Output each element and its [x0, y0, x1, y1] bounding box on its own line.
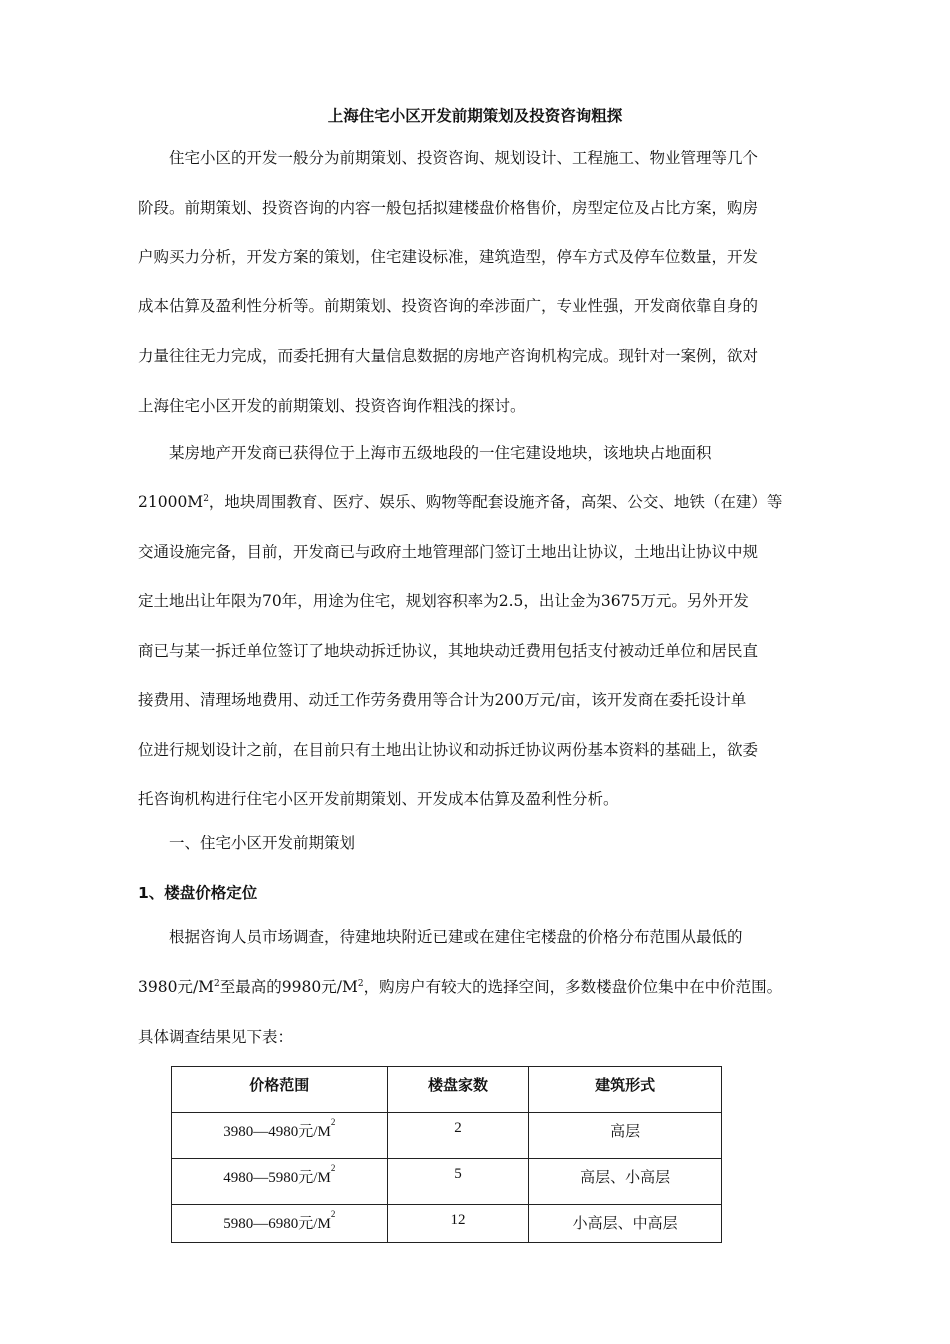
table-cell: 5	[387, 1159, 529, 1205]
column-header: 价格范围	[172, 1067, 388, 1113]
price-survey-table	[171, 1066, 722, 1243]
price-range: 5980—6980元/M	[223, 1216, 331, 1232]
table-row	[172, 1159, 722, 1205]
text-span: 至最高的9980元/M	[219, 978, 358, 996]
subsection-heading: 1、楼盘价格定位	[138, 884, 258, 902]
paragraph-line: 上海住宅小区开发的前期策划、投资咨询作粗浅的探讨。	[138, 397, 526, 415]
table-cell	[172, 1113, 388, 1159]
paragraph-line: 成本估算及盈利性分析等。前期策划、投资咨询的牵涉面广，专业性强，开发商依靠自身的	[138, 297, 759, 315]
table-header-row	[172, 1067, 722, 1113]
paragraph-line: 户购买力分析，开发方案的策划，住宅建设标准，建筑造型，停车方式及停车位数量，开发	[138, 248, 759, 266]
paragraph-line: 具体调查结果见下表：	[138, 1028, 294, 1046]
paragraph-line: 接费用、清理场地费用、动迁工作劳务费用等合计为200万元/亩，该开发商在委托设计单	[138, 691, 747, 709]
column-header: 楼盘家数	[387, 1067, 529, 1113]
table-cell: 高层、小高层	[529, 1159, 722, 1205]
paragraph-line: 定土地出让年限为70年，用途为住宅，规划容积率为2.5，出让金为3675万元。另外开发	[138, 592, 749, 610]
superscript: 2	[214, 979, 220, 989]
paragraph-line: 阶段。前期策划、投资咨询的内容一般包括拟建楼盘价格售价，房型定位及占比方案，购房	[138, 199, 759, 217]
column-header: 建筑形式	[529, 1067, 722, 1113]
table-cell: 12	[387, 1205, 529, 1243]
table-cell	[172, 1205, 388, 1243]
text-span: 21000M	[138, 493, 204, 511]
price-range: 4980—5980元/M	[223, 1170, 331, 1186]
page-title: 上海住宅小区开发前期策划及投资咨询粗探	[327, 107, 623, 125]
paragraph-line	[138, 975, 782, 999]
superscript: 2	[330, 1209, 336, 1219]
text-span: 3980元/M	[138, 978, 215, 996]
paragraph-line: 某房地产开发商已获得位于上海市五级地段的一住宅建设地块，该地块占地面积	[138, 444, 712, 462]
paragraph-line: 住宅小区的开发一般分为前期策划、投资咨询、规划设计、工程施工、物业管理等几个	[138, 149, 759, 167]
table-row	[172, 1113, 722, 1159]
superscript: 2	[330, 1163, 336, 1173]
paragraph-line: 托咨询机构进行住宅小区开发前期策划、开发成本估算及盈利性分析。	[138, 790, 619, 808]
text-span: ，购房户有较大的选择空间，多数楼盘价位集中在中价范围。	[363, 978, 783, 996]
paragraph-line: 位进行规划设计之前，在目前只有土地出让协议和动拆迁协议两份基本资料的基础上，欲委	[138, 741, 759, 759]
table-cell: 小高层、中高层	[529, 1205, 722, 1243]
paragraph-line: 力量往往无力完成，而委托拥有大量信息数据的房地产咨询机构完成。现针对一案例，欲对	[138, 347, 759, 365]
paragraph-line: 根据咨询人员市场调查，待建地块附近已建或在建住宅楼盘的价格分布范围从最低的	[138, 928, 743, 946]
table-row	[172, 1205, 722, 1243]
superscript: 2	[357, 979, 364, 989]
price-range: 3980—4980元/M	[223, 1124, 331, 1140]
superscript: 2	[203, 494, 209, 504]
table-cell: 高层	[529, 1113, 722, 1159]
table-cell	[172, 1159, 388, 1205]
text-span: ，地块周围教育、医疗、娱乐、购物等配套设施齐备，高架、公交、地铁（在建）等	[208, 493, 783, 511]
table-cell: 2	[387, 1113, 529, 1159]
section-heading: 一、住宅小区开发前期策划	[138, 834, 356, 852]
superscript: 2	[330, 1117, 336, 1127]
paragraph-line: 交通设施完备，目前，开发商已与政府土地管理部门签订土地出让协议，土地出让协议中规	[138, 543, 759, 561]
paragraph-line	[138, 490, 782, 514]
paragraph-line: 商已与某一拆迁单位签订了地块动拆迁协议，其地块动迁费用包括支付被动迁单位和居民直	[138, 642, 759, 660]
